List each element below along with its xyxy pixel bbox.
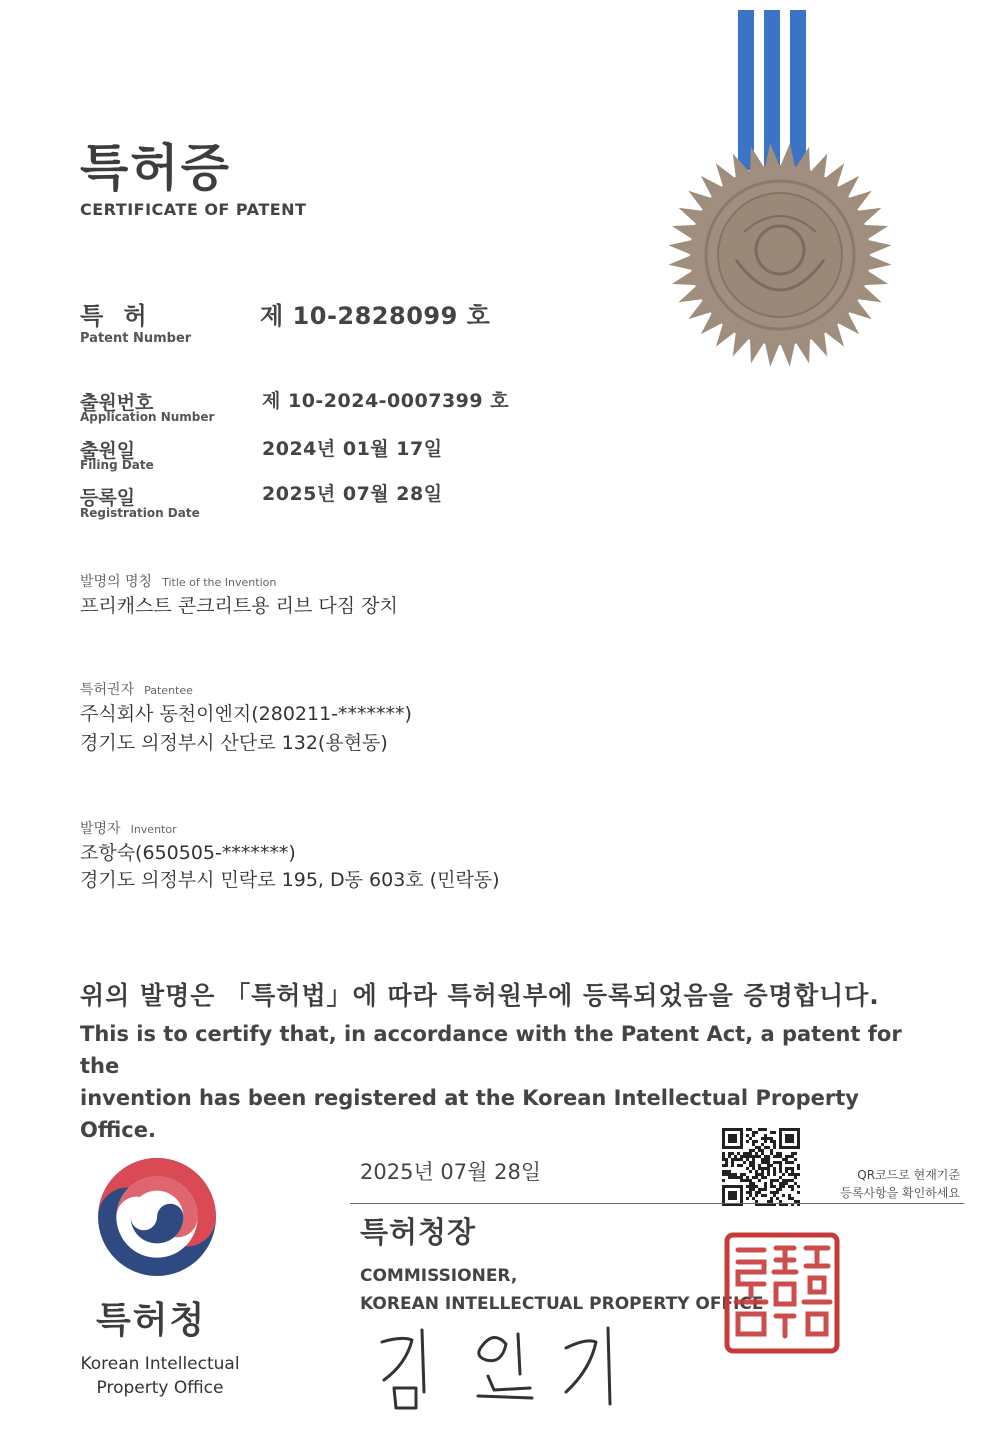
patent-number-label-en: Patent Number	[80, 331, 192, 346]
inventor-name: 조항숙(650505-*******)	[80, 842, 296, 864]
certification-statement-en	[80, 1018, 920, 1146]
official-stamp	[724, 1232, 840, 1354]
inventor-heading	[80, 818, 177, 838]
qr-note-line2: 등록사항을 확인하세요	[840, 1186, 960, 1200]
application-number-label: 출원번호	[80, 392, 154, 414]
filing-date-value: 2024년 01월 17일	[262, 438, 443, 460]
certification-en-line1: This is to certify that, in accordance with the Patent Act, a patent for the	[80, 1022, 902, 1078]
patentee-label-en: Patentee	[144, 684, 193, 697]
commissioner-title-ko: 특허청장	[360, 1215, 477, 1249]
qr-note-line1: QR코드로 현재기준	[857, 1168, 960, 1182]
kipo-name-ko: 특허청	[96, 1300, 207, 1341]
certificate-title-en: CERTIFICATE OF PATENT	[80, 200, 307, 219]
certification-en-line2: invention has been registered at the Korean Intellectual Property Office.	[80, 1086, 859, 1142]
qr-code[interactable]	[722, 1128, 800, 1206]
kipo-logo	[96, 1156, 218, 1278]
invention-title-label: 발명의 명칭	[80, 574, 153, 590]
divider	[350, 1203, 964, 1204]
filing-date-label-en: Filing Date	[80, 458, 154, 472]
signature	[370, 1318, 630, 1418]
inventor-label: 발명자	[80, 821, 121, 837]
registration-date-label: 등록일	[80, 487, 136, 509]
kipo-name-en	[60, 1352, 260, 1400]
issue-date: 2025년 07월 28일	[360, 1160, 542, 1184]
invention-title-label-en: Title of the Invention	[162, 576, 277, 589]
filing-date-label: 출원일	[80, 440, 136, 462]
registration-date-label-en: Registration Date	[80, 506, 200, 520]
certification-statement-ko: 위의 발명은 「특허법」에 따라 특허원부에 등록되었음을 증명합니다.	[80, 981, 880, 1010]
patentee-address: 경기도 의정부시 산단로 132(용현동)	[80, 732, 388, 754]
inventor-label-en: Inventor	[130, 823, 177, 836]
application-number-label-en: Application Number	[80, 410, 215, 424]
patentee-heading	[80, 679, 193, 699]
invention-title-value: 프리캐스트 콘크리트용 리브 다짐 장치	[80, 595, 398, 617]
certificate-title: 특허증	[80, 139, 231, 197]
qr-note	[808, 1166, 960, 1202]
kipo-name-en-line2: Property Office	[96, 1378, 224, 1398]
inventor-address: 경기도 의정부시 민락로 195, D동 603호 (민락동)	[80, 869, 500, 891]
patentee-label: 특허권자	[80, 682, 135, 698]
invention-title-heading	[80, 571, 276, 591]
commissioner-title-en	[360, 1262, 763, 1318]
patent-number-label: 특 허	[80, 302, 153, 330]
commissioner-en-line2: KOREAN INTELLECTUAL PROPERTY OFFICE	[360, 1294, 764, 1314]
patent-number-value: 제 10-2828099 호	[260, 302, 491, 330]
patent-seal	[640, 0, 930, 380]
registration-date-value: 2025년 07월 28일	[262, 483, 443, 505]
application-number-value: 제 10-2024-0007399 호	[262, 390, 510, 412]
patentee-name: 주식회사 동천이엔지(280211-*******)	[80, 703, 412, 725]
commissioner-en-line1: COMMISSIONER,	[360, 1266, 518, 1286]
kipo-name-en-line1: Korean Intellectual	[80, 1354, 240, 1374]
